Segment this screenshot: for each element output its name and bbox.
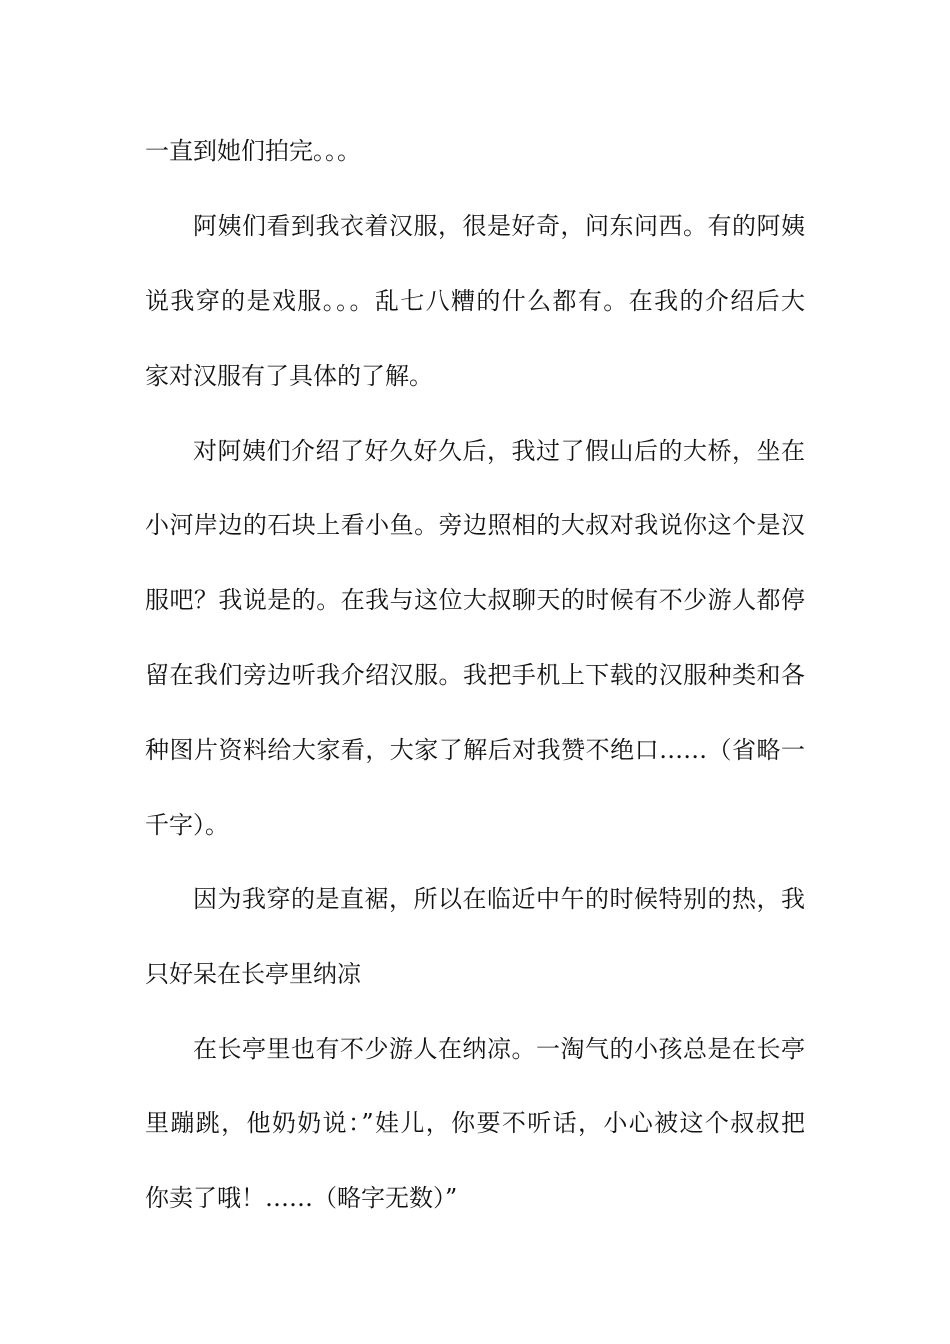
text-line: 服吧？我说是的。在我与这位大叔聊天的时候有不少游人都停 <box>145 586 805 614</box>
text-line: 说我穿的是戏服。。。乱七八糟的什么都有。在我的介绍后大 <box>145 287 805 315</box>
text-line: 家对汉服有了具体的了解。 <box>145 362 433 390</box>
text-line: 小河岸边的石块上看小鱼。旁边照相的大叔对我说你这个是汉 <box>145 511 805 539</box>
paragraph-first-line: 阿姨们看到我衣着汉服，很是好奇，问东问西。有的阿姨 <box>193 212 805 240</box>
text-line: 只好呆在长亭里纳凉 <box>145 960 361 988</box>
paragraph-first-line: 对阿姨们介绍了好久好久后，我过了假山后的大桥，坐在 <box>193 437 805 465</box>
text-line: 种图片资料给大家看，大家了解后对我赞不绝口……（省略一 <box>145 736 805 764</box>
text-line: 留在我们旁边听我介绍汉服。我把手机上下载的汉服种类和各 <box>145 661 805 689</box>
text-line: 里蹦跳，他奶奶说：”娃儿，你要不听话，小心被这个叔叔把 <box>145 1109 805 1137</box>
paragraph-first-line: 在长亭里也有不少游人在纳凉。一淘气的小孩总是在长亭 <box>193 1035 805 1063</box>
text-line: 千字）。 <box>145 811 229 839</box>
text-line: 一直到她们拍完。。。 <box>145 137 361 165</box>
paragraph-first-line: 因为我穿的是直裾，所以在临近中午的时候特别的热，我 <box>193 885 805 913</box>
text-line: 你卖了哦！……（略字无数）” <box>145 1184 458 1212</box>
